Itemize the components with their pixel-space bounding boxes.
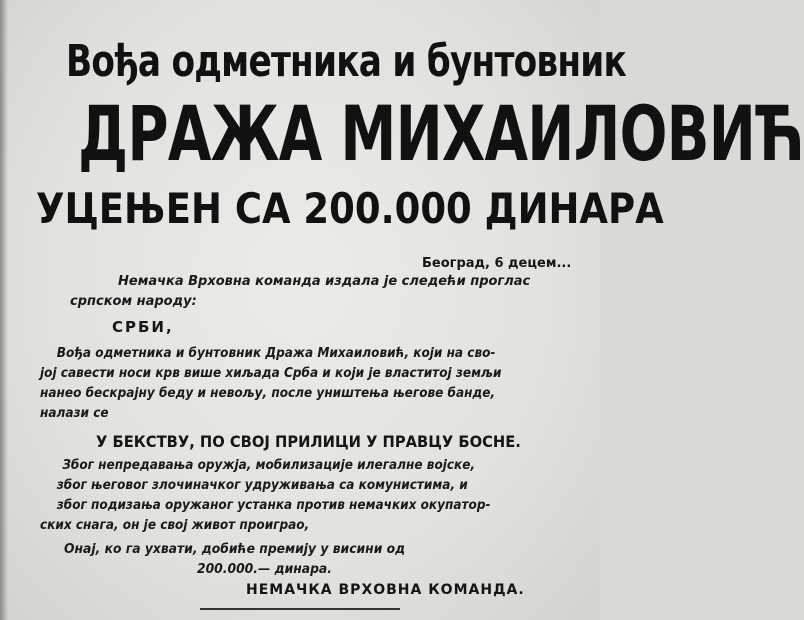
intro-paragraph [70,272,530,312]
paragraph-3 [64,540,405,580]
paragraph-1-line: Вођа одметника и бунтовник Дража Михаиловић, који на сво- [56,346,496,361]
dateline: Београд, 6 децем... [422,256,572,271]
paragraph-1-line: нанео бескрајну беду и невољу, после уништења његове банде, [40,386,496,401]
paragraph-1-line: јој савести носи крв више хиљада Срба и који је властитој земљи [40,366,502,381]
salutation: СРБИ, [112,318,174,336]
headline-line-1: Вођа одметника и бунтовник [66,36,627,87]
paragraph-3-line: 200.000.— динара. [197,562,332,577]
signature: НЕМАЧКА ВРХОВНА КОМАНДА. [246,582,525,598]
headline-bounty: УЦЕЊЕН СА 200.000 ДИНАРА [36,184,664,233]
bottom-rule [200,608,400,610]
paragraph-3-line: Онај, ко га ухвати, добиће премију у висини од [64,542,406,557]
intro-line: српском народу: [70,294,197,309]
paragraph-2-line: због подизања оружаног устанка против немачких окупатор- [56,498,491,513]
paragraph-1-line: налази се [40,406,109,421]
fled-statement: У БЕКСТВУ, ПО СВОЈ ПРИЛИЦИ У ПРАВЦУ БОСНЕ. [96,432,521,451]
paragraph-2-line: Због непредавања оружја, мобилизације илегалне војске, [62,458,476,473]
paragraph-2-line: ских снага, он је свој живот проиграо, [40,518,310,533]
paragraph-2 [40,456,491,536]
page-edge-shadow [0,0,8,620]
paragraph-1 [40,344,501,424]
headline-name: ДРАЖА МИХАИЛОВИЋ [78,89,804,178]
intro-line: Немачка Врховна команда издала је следећи проглас [118,274,531,289]
paragraph-2-line: због његовог злочиначког удруживања са комунистима, и [56,478,468,493]
